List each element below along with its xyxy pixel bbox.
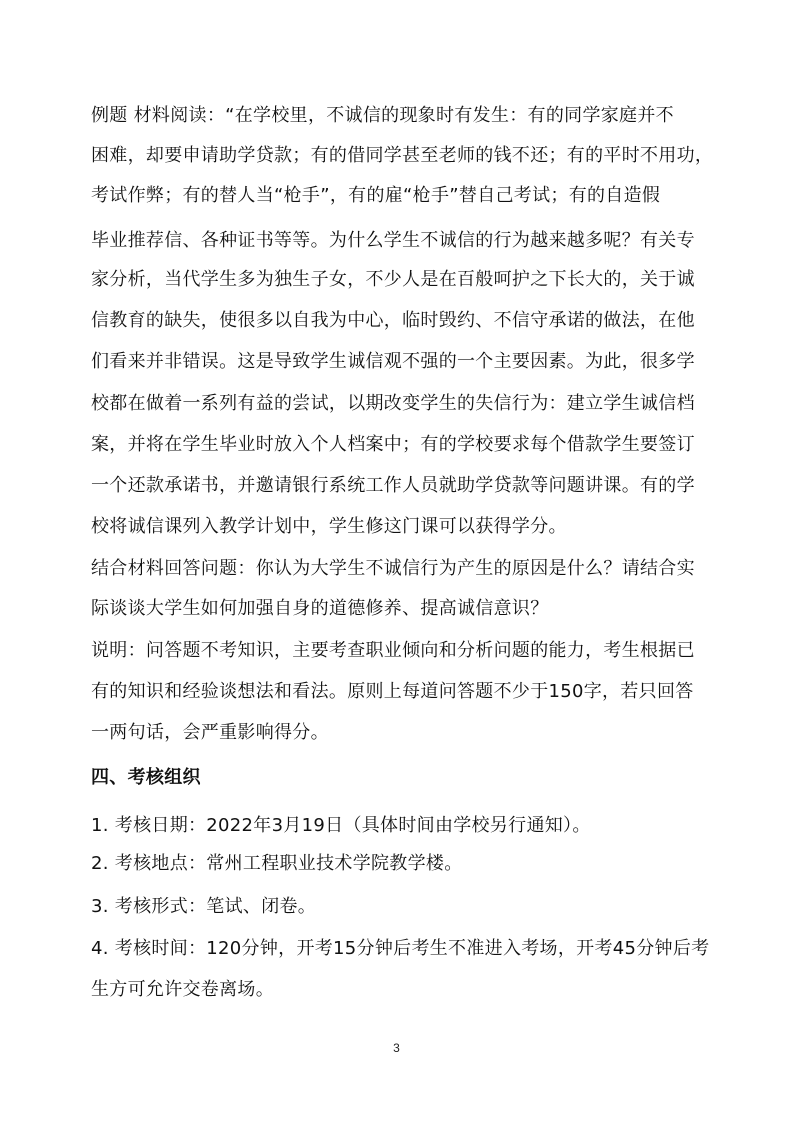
section-item-date: 1. 考核日期：2022年3月19日（具体时间由学校另行通知）。 [91, 815, 591, 836]
example-paragraph-line: 校将诚信课列入教学计划中，学生修这门课可以获得学分。 [91, 516, 567, 537]
section-item-location: 2. 考核地点：常州工程职业技术学院教学楼。 [91, 853, 463, 874]
example-paragraph-line: 毕业推荐信、各种证书等等。为什么学生不诚信的行为越来越多呢？有关专 [91, 230, 695, 251]
example-paragraph-line: 家分析，当代学生多为独生子女，不少人是在百般呵护之下长大的，关于诚 [91, 269, 695, 290]
example-paragraph-line: 校都在做着一系列有益的尝试，以期改变学生的失信行为：建立学生诚信档 [91, 393, 695, 414]
example-paragraph-line: 例题 材料阅读：“在学校里，不诚信的现象时有发生：有的同学家庭并不 [91, 105, 674, 126]
example-paragraph-line: 一个还款承诺书，并邀请银行系统工作人员就助学贷款等问题讲课。有的学 [91, 475, 695, 496]
section-item-format: 3. 考核形式：笔试、闭卷。 [91, 896, 317, 917]
example-paragraph-line: 困难，却要申请助学贷款；有的借同学甚至老师的钱不还；有的平时不用功， [91, 145, 714, 166]
question-paragraph-line: 结合材料回答问题：你认为大学生不诚信行为产生的原因是什么？请结合实 [91, 558, 695, 579]
example-paragraph-line: 信教育的缺失，使很多以自我为中心，临时毁约、不信守承诺的做法，在他 [91, 310, 695, 331]
example-paragraph-line: 考试作弊；有的替人当“枪手”，有的雇“枪手”替自己考试；有的自造假 [91, 185, 661, 206]
note-paragraph-line: 有的知识和经验谈想法和看法。原则上每道问答题不少于150字，若只回答 [91, 681, 694, 702]
note-paragraph-line: 一两句话，会严重影响得分。 [91, 722, 329, 743]
note-paragraph-line: 说明：问答题不考知识，主要考查职业倾向和分析问题的能力，考生根据已 [91, 640, 695, 661]
page-number: 3 [393, 1041, 400, 1055]
section-heading: 四、考核组织 [91, 767, 201, 788]
question-paragraph-line: 际谈谈大学生如何加强自身的道德修养、提高诚信意识？ [91, 598, 549, 619]
section-item-duration-continued: 生方可允许交卷离场。 [91, 979, 274, 1000]
example-paragraph-line: 们看来并非错误。这是导致学生诚信观不强的一个主要因素。为此，很多学 [91, 351, 695, 372]
example-paragraph-line: 案，并将在学生毕业时放入个人档案中；有的学校要求每个借款学生要签订 [91, 434, 695, 455]
section-item-duration: 4. 考核时间：120分钟，开考15分钟后考生不准进入考场，开考45分钟后考 [91, 938, 710, 959]
